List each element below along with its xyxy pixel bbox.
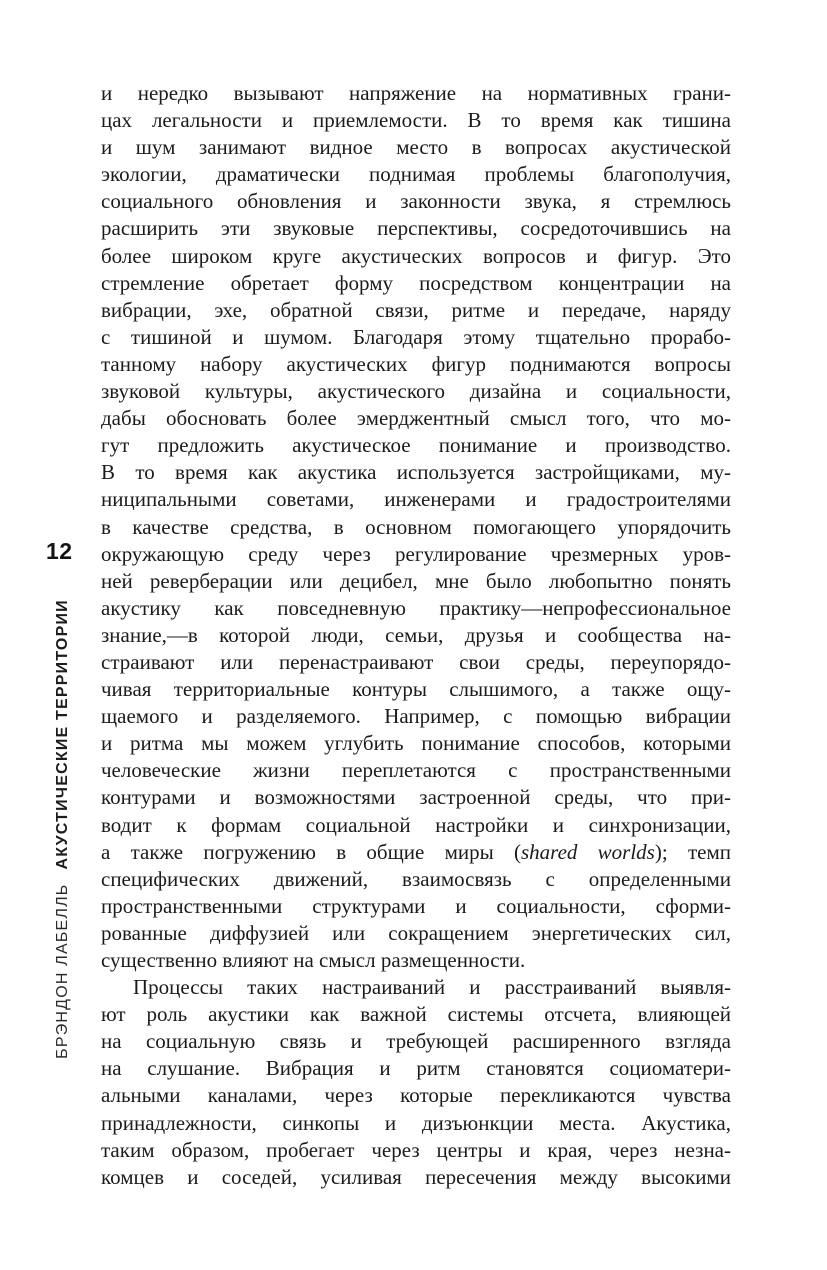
text-line xyxy=(101,893,731,920)
text-line xyxy=(101,649,731,676)
text-segment: комцев и соседей, усиливая пересечения между высокими xyxy=(101,1164,731,1189)
text-segment: дабы обосновать более эмерджентный смысл того, что мо- xyxy=(101,406,731,431)
text-line xyxy=(101,243,731,270)
text-segment: акустику как повседневную практику—непрофессиональное xyxy=(101,595,731,620)
text-segment: в качестве средства, в основном помогающего упорядочить xyxy=(101,514,731,539)
text-line xyxy=(101,459,731,486)
text-segment: социального обновления и законности звука, я стремлюсь xyxy=(101,189,731,214)
text-line xyxy=(101,1164,731,1191)
text-segment: чивая территориальные контуры слышимого, а также ощу- xyxy=(101,677,731,702)
book-title: АКУСТИЧЕСКИЕ ТЕРРИТОРИИ xyxy=(54,599,71,870)
text-segment: существенно влияют на смысл размещенности. xyxy=(101,948,526,972)
text-segment: знание,—в которой люди, семьи, друзья и сообщества на- xyxy=(101,622,731,647)
text-segment: таким образом, пробегает через центры и края, через незна- xyxy=(101,1137,731,1162)
text-line xyxy=(101,568,731,595)
text-line xyxy=(101,784,731,811)
text-segment: танному набору акустических фигур поднимаются вопросы xyxy=(101,351,731,376)
text-line xyxy=(101,595,731,622)
text-segment: Процессы таких настраиваний и расстраиваний выявля- xyxy=(133,975,731,1000)
text-line xyxy=(101,866,731,893)
text-segment: вибрации, эхе, обратной связи, ритме и передаче, наряду xyxy=(101,297,731,322)
text-segment: экологии, драматически поднимая проблемы благополучия, xyxy=(101,162,731,187)
text-line xyxy=(101,541,731,568)
italic-phrase: shared worlds xyxy=(521,839,655,864)
text-segment: расширить эти звуковые перспективы, сосредоточившись на xyxy=(101,216,731,241)
text-segment: звуковой культуры, акустического дизайна и социальности, xyxy=(101,379,731,404)
text-segment: стремление обретает форму посредством концентрации на xyxy=(101,270,731,295)
text-segment: человеческие жизни переплетаются с пространственными xyxy=(101,758,731,783)
text-line xyxy=(101,920,731,947)
text-line xyxy=(101,134,731,161)
text-segment: ней реверберации или децибел, мне было любопытно понять xyxy=(101,568,731,593)
text-segment: на слушание. Вибрация и ритм становятся социоматери- xyxy=(101,1056,731,1081)
text-line xyxy=(101,1001,731,1028)
text-line xyxy=(101,757,731,784)
text-segment: на социальную связь и требующей расширенного взгляда xyxy=(101,1029,731,1054)
text-segment: специфических движений, взаимосвязь с определенными xyxy=(101,866,731,891)
text-segment: цах легальности и приемлемости. В то время как тишина xyxy=(101,108,731,133)
text-line xyxy=(101,405,731,432)
text-segment: контурами и возможностями застроенной среды, что при- xyxy=(101,785,731,810)
text-segment: принадлежности, синкопы и дизъюнкции места. Акустика, xyxy=(101,1110,731,1135)
text-line xyxy=(101,730,731,757)
running-title-vertical xyxy=(54,599,72,1059)
text-line xyxy=(101,839,731,866)
text-line xyxy=(101,1082,731,1109)
text-line xyxy=(101,324,731,351)
text-line xyxy=(101,107,731,134)
text-segment: с тишиной и шумом. Благодаря этому тщательно прорабо- xyxy=(101,324,731,349)
text-line xyxy=(101,812,731,839)
text-line xyxy=(101,188,731,215)
body-text xyxy=(101,80,731,1191)
text-segment: щаемого и разделяемого. Например, с помощью вибрации xyxy=(101,704,731,729)
text-line xyxy=(101,947,731,974)
text-line xyxy=(101,351,731,378)
text-segment: ниципальными советами, инженерами и градостроителями xyxy=(101,487,731,512)
text-line xyxy=(101,378,731,405)
text-segment: рованные диффузией или сокращением энергетических сил, xyxy=(101,920,731,945)
text-segment: и ритма мы можем углубить понимание способов, которыми xyxy=(101,731,731,756)
text-segment: альными каналами, через которые перекликаются чувства xyxy=(101,1083,731,1108)
text-line xyxy=(101,80,731,107)
text-line xyxy=(101,514,731,541)
text-segment: В то время как акустика используется застройщиками, му- xyxy=(101,460,731,485)
text-line xyxy=(101,1137,731,1164)
text-segment: окружающую среду через регулирование чрезмерных уров- xyxy=(101,541,731,566)
text-line xyxy=(101,270,731,297)
text-line xyxy=(101,1110,731,1137)
text-segment: ); темп xyxy=(654,839,731,864)
text-line xyxy=(101,676,731,703)
text-line xyxy=(101,161,731,188)
text-line xyxy=(101,297,731,324)
text-line xyxy=(101,703,731,730)
text-segment: и нередко вызывают напряжение на нормативных грани- xyxy=(101,81,731,105)
text-line xyxy=(101,1028,731,1055)
page-number: 12 xyxy=(46,538,73,564)
text-segment: а также погружению в общие миры ( xyxy=(101,839,521,864)
text-line xyxy=(101,486,731,513)
text-line xyxy=(101,215,731,242)
text-segment: страивают или перенастраивают свои среды, переупорядо- xyxy=(101,649,731,674)
text-line xyxy=(101,432,731,459)
text-segment: пространственными структурами и социальности, сформи- xyxy=(101,893,731,918)
text-line xyxy=(101,1055,731,1082)
text-line xyxy=(101,974,731,1001)
text-segment: и шум занимают видное место в вопросах акустической xyxy=(101,135,731,160)
text-line xyxy=(101,622,731,649)
author-name: БРЭНДОН ЛАБЕЛЛЬ xyxy=(54,883,71,1059)
text-segment: ют роль акустики как важной системы отсчета, влияющей xyxy=(101,1002,731,1027)
text-segment: водит к формам социальной настройки и синхронизации, xyxy=(101,812,731,837)
text-segment: более широком круге акустических вопросов и фигур. Это xyxy=(101,243,731,268)
text-segment: гут предложить акустическое понимание и производство. xyxy=(101,433,731,458)
